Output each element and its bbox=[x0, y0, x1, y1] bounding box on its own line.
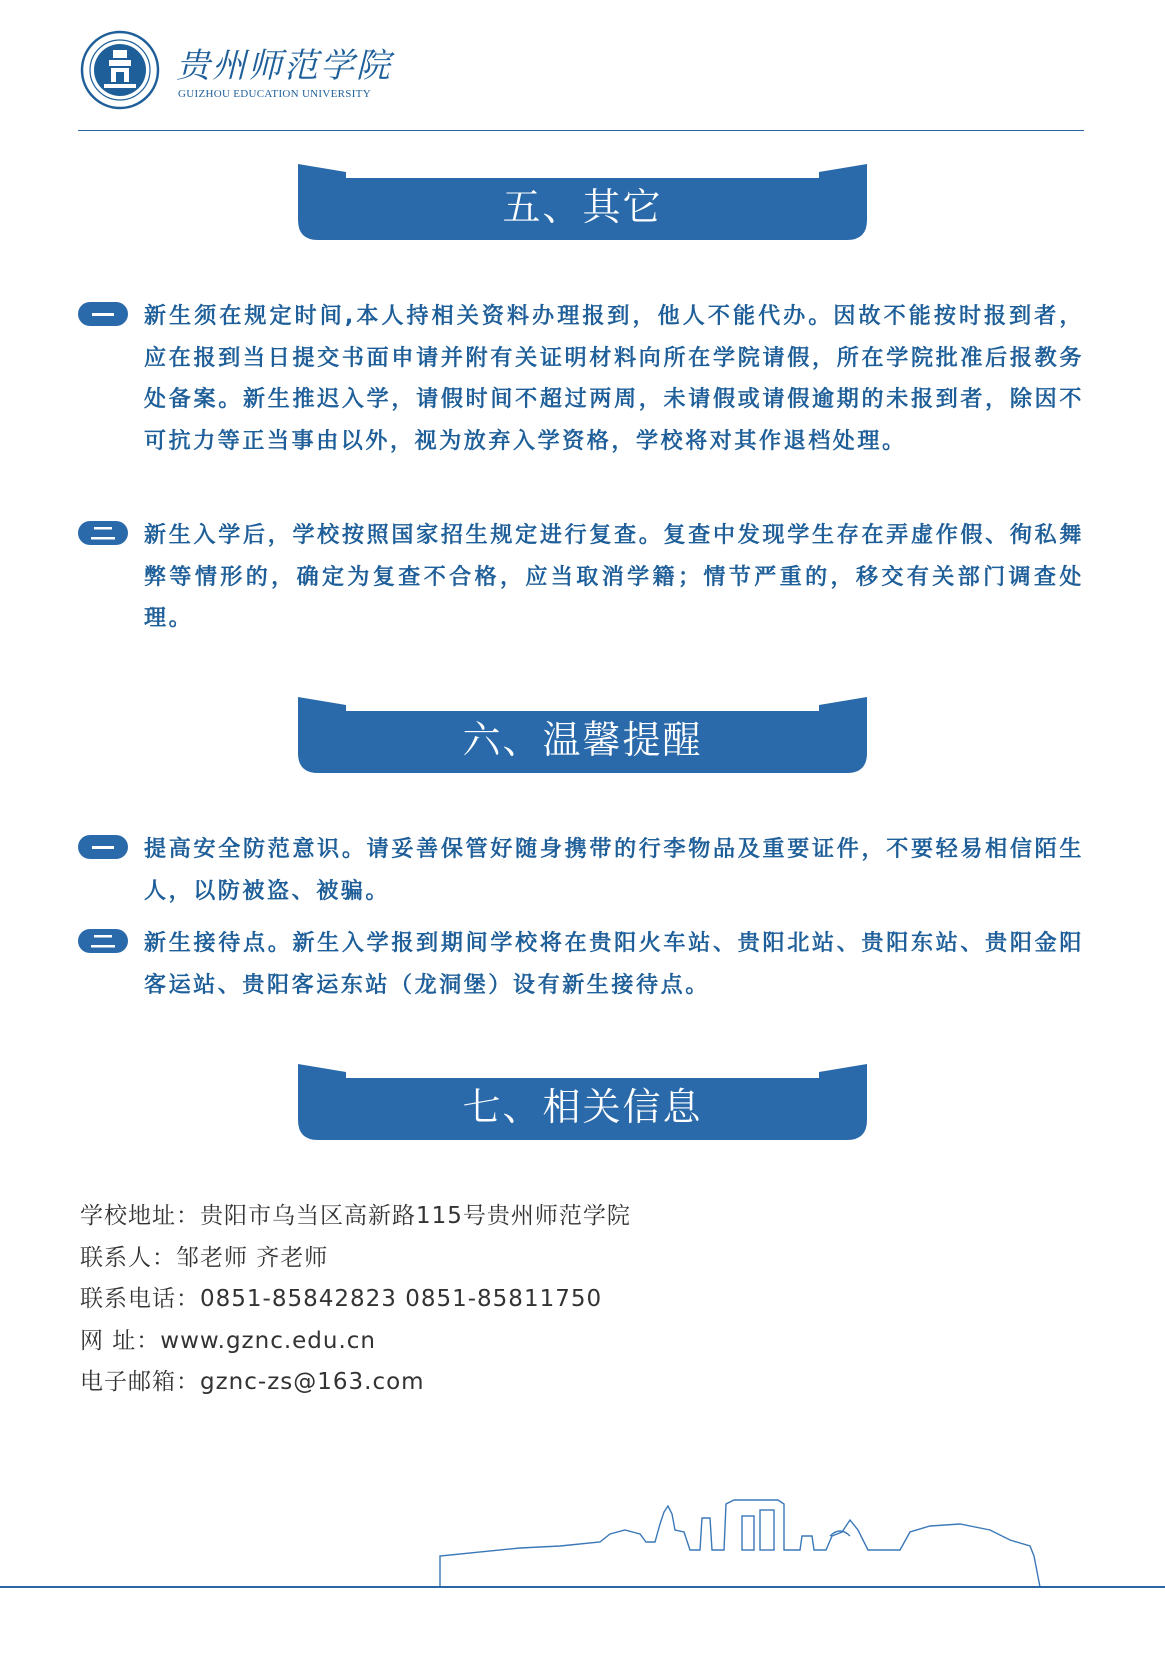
section-title: 五、其它 bbox=[502, 185, 663, 229]
list-item bbox=[78, 515, 1084, 640]
badge-two-icon bbox=[78, 521, 128, 545]
list-item bbox=[78, 829, 1084, 912]
section-title: 六、温馨提醒 bbox=[462, 718, 703, 762]
section-banner-other bbox=[298, 164, 867, 240]
badge-one-icon bbox=[78, 302, 128, 326]
badge-two-icon bbox=[78, 929, 128, 953]
contact-info bbox=[80, 1196, 631, 1404]
university-name-cn: 贵州师范学院 bbox=[176, 46, 392, 86]
item-text: 提高安全防范意识。请妥善保管好随身携带的行李物品及重要证件，不要轻易相信陌生人，以防被盗、被骗。 bbox=[144, 837, 1084, 904]
section-banner-reminder bbox=[298, 697, 867, 773]
campus-skyline-illustration bbox=[0, 1490, 1165, 1590]
contact-website: 网 址：www.gznc.edu.cn bbox=[80, 1327, 377, 1354]
university-seal-icon bbox=[80, 30, 160, 110]
contact-phone: 联系电话：0851-85842823 0851-85811750 bbox=[80, 1286, 603, 1313]
contact-email: 电子邮箱：gznc-zs@163.com bbox=[80, 1369, 425, 1396]
header-divider bbox=[78, 130, 1084, 131]
section-title: 七、相关信息 bbox=[462, 1085, 703, 1129]
university-name-en: GUIZHOU EDUCATION UNIVERSITY bbox=[178, 88, 371, 100]
list-item bbox=[78, 923, 1084, 1006]
section-banner-info bbox=[298, 1064, 867, 1140]
page-header bbox=[80, 28, 1080, 114]
item-text: 新生接待点。新生入学报到期间学校将在贵阳火车站、贵阳北站、贵阳东站、贵阳金阳客运站、贵阳客运东站（龙洞堡）设有新生接待点。 bbox=[144, 931, 1084, 998]
contact-person: 联系人：邹老师 齐老师 bbox=[80, 1244, 329, 1271]
contact-address: 学校地址：贵阳市乌当区高新路115号贵州师范学院 bbox=[80, 1203, 631, 1229]
list-item bbox=[78, 296, 1084, 462]
item-text: 新生须在规定时间,本人持相关资料办理报到，他人不能代办。因故不能按时报到者，应在报到当日提交书面申请并附有关证明材料向所在学院请假，所在学院批准后报教务处备案。新生推迟入学，请假时间不超过两周，未请假或请假逾期的未报到者，除因不可抗力等正当事由以外，视为放弃入学资格，学校将对其作退档处理。 bbox=[144, 304, 1084, 454]
badge-one-icon bbox=[78, 835, 128, 859]
item-text: 新生入学后，学校按照国家招生规定进行复查。复查中发现学生存在弄虚作假、徇私舞弊等情形的，确定为复查不合格，应当取消学籍；情节严重的，移交有关部门调查处理。 bbox=[144, 523, 1084, 632]
